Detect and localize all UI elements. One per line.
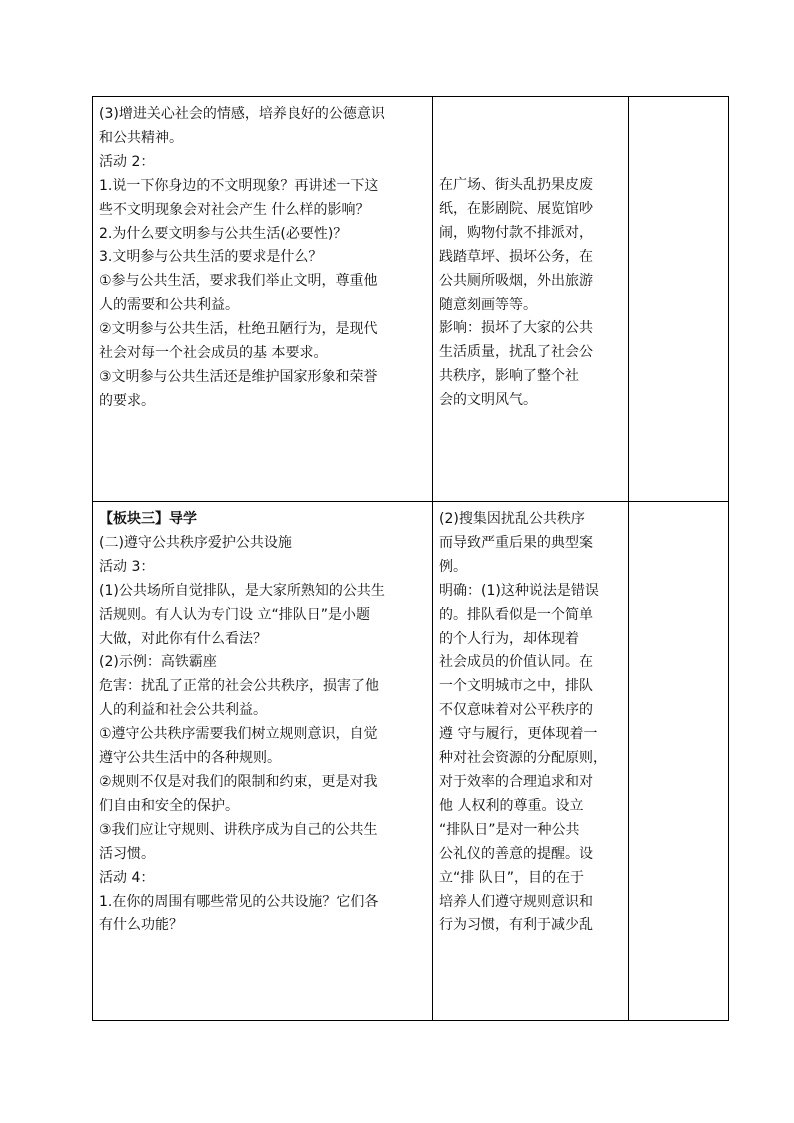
text-line: 纸，在影剧院、展览馆吵: [439, 200, 593, 217]
text-line: 一个文明城市之中，排队: [439, 678, 593, 695]
text-line: 公礼仪的善意的提醒。设: [439, 845, 593, 862]
text-line: 1.在你的周围有哪些常见的公共设施？它们各: [99, 893, 379, 910]
text-line: 1.说一下你身边的不文明现象？再讲述一下这: [99, 177, 379, 194]
text-line: 们自由和安全的保护。: [99, 797, 239, 814]
text-line: 3.文明参与公共生活的要求是什么？: [99, 249, 323, 266]
text-line: ②规则不仅是对我们的限制和约束，更是对我: [99, 773, 378, 790]
text-line: 活动 2：: [99, 153, 155, 170]
text-line: 人的利益和社会公共利益。: [99, 702, 267, 719]
table-row: [93, 97, 729, 502]
text-line: 活动 3：: [99, 558, 155, 575]
text-line: 生活质量，扰乱了社会公: [439, 344, 593, 361]
text-line: 会的文明风气。: [439, 392, 537, 409]
student-activity-cell: [433, 97, 629, 502]
text-line: 共秩序，影响了整个社: [439, 368, 579, 385]
text-line: ①遵守公共秩序需要我们树立规则意识，自觉: [99, 726, 378, 743]
text-line: 些不文明现象会对社会产生 什么样的影响？: [99, 201, 370, 218]
text-line: 活规则。有人认为专门设 立“排队日”是小题: [99, 606, 370, 623]
text-line: 而导致严重后果的典型案: [439, 534, 593, 551]
text-line: 随意刻画等等。: [439, 296, 537, 313]
text-line: 种对社会资源的分配原则，: [439, 750, 607, 767]
activity-cell: [93, 97, 433, 502]
table-row: [93, 502, 729, 1021]
lesson-plan-table: [92, 96, 729, 1021]
text-line: “排队日”是对一种公共: [439, 821, 580, 838]
text-line: (2)搜集因扰乱公共秩序: [439, 511, 585, 527]
text-line: 对于效率的合理追求和对: [439, 773, 593, 790]
text-line: 有什么功能？: [99, 917, 183, 934]
text-line: 和公共精神。: [99, 129, 183, 146]
text-line: ③文明参与公共生活还是维护国家形象和荣誉: [99, 368, 378, 385]
text-line: ③我们应让守规则、讲秩序成为自己的公共生: [99, 821, 378, 838]
text-line: 社会成员的价值认同。在: [439, 654, 593, 671]
text-line: 影响：损坏了大家的公共: [439, 320, 593, 337]
text-line: 遵守公共生活中的各种规则。: [99, 750, 281, 767]
text-line: 的要求。: [99, 392, 155, 409]
text-line: ②文明参与公共生活，杜绝丑陋行为，是现代: [99, 321, 378, 338]
text-line: 大做，对此你有什么看法？: [99, 630, 267, 647]
text-line: 培养人们遵守规则意识和: [439, 893, 593, 910]
text-line: 的。排队看似是一个简单: [439, 606, 593, 623]
text-line: 危害：扰乱了正常的社会公共秩序，损害了他: [99, 678, 379, 695]
text-line: (3)增进关心社会的情感，培养良好的公德意识: [99, 106, 385, 122]
section-heading: 【板块三】导学: [99, 511, 197, 527]
text-line: 活习惯。: [99, 845, 155, 862]
text-line: 例。: [439, 558, 467, 575]
text-line: 社会对每一个社会成员的基 本要求。: [99, 345, 328, 362]
text-line: 人的需要和公共利益。: [99, 297, 239, 314]
notes-cell: [629, 97, 729, 502]
text-line: (2)示例：高铁霸座: [99, 654, 217, 671]
text-line: 活动 4：: [99, 869, 155, 886]
text-line: 不仅意味着对公平秩序的: [439, 702, 593, 719]
text-line: 的个人行为，却体现着: [439, 630, 579, 647]
text-line: 2.为什么要文明参与公共生活(必要性)？: [99, 225, 348, 242]
activity-cell: [93, 502, 433, 1021]
text-line: 遵 守与履行，更体现着一: [439, 726, 598, 743]
text-line: (1)公共场所自觉排队，是大家所熟知的公共生: [99, 582, 385, 599]
text-line: 公共厕所吸烟，外出旅游: [439, 272, 593, 289]
text-line: 行为习惯，有利于减少乱: [439, 917, 593, 934]
text-line: 践踏草坪、损坏公务，在: [439, 248, 593, 265]
notes-cell: [629, 502, 729, 1021]
student-activity-cell: [433, 502, 629, 1021]
text-line: 明确：(1)这种说法是错误: [439, 582, 599, 599]
text-line: ①参与公共生活，要求我们举止文明，尊重他: [99, 273, 378, 290]
text-line: 立“排 队日”，目的在于: [439, 869, 584, 886]
text-line: (二)遵守公共秩序爱护公共设施: [99, 534, 292, 551]
text-line: 闹，购物付款不排派对，: [439, 224, 593, 241]
text-line: 在广场、街头乱扔果皮废: [439, 177, 593, 193]
text-line: 他 人权利的尊重。设立: [439, 797, 584, 814]
